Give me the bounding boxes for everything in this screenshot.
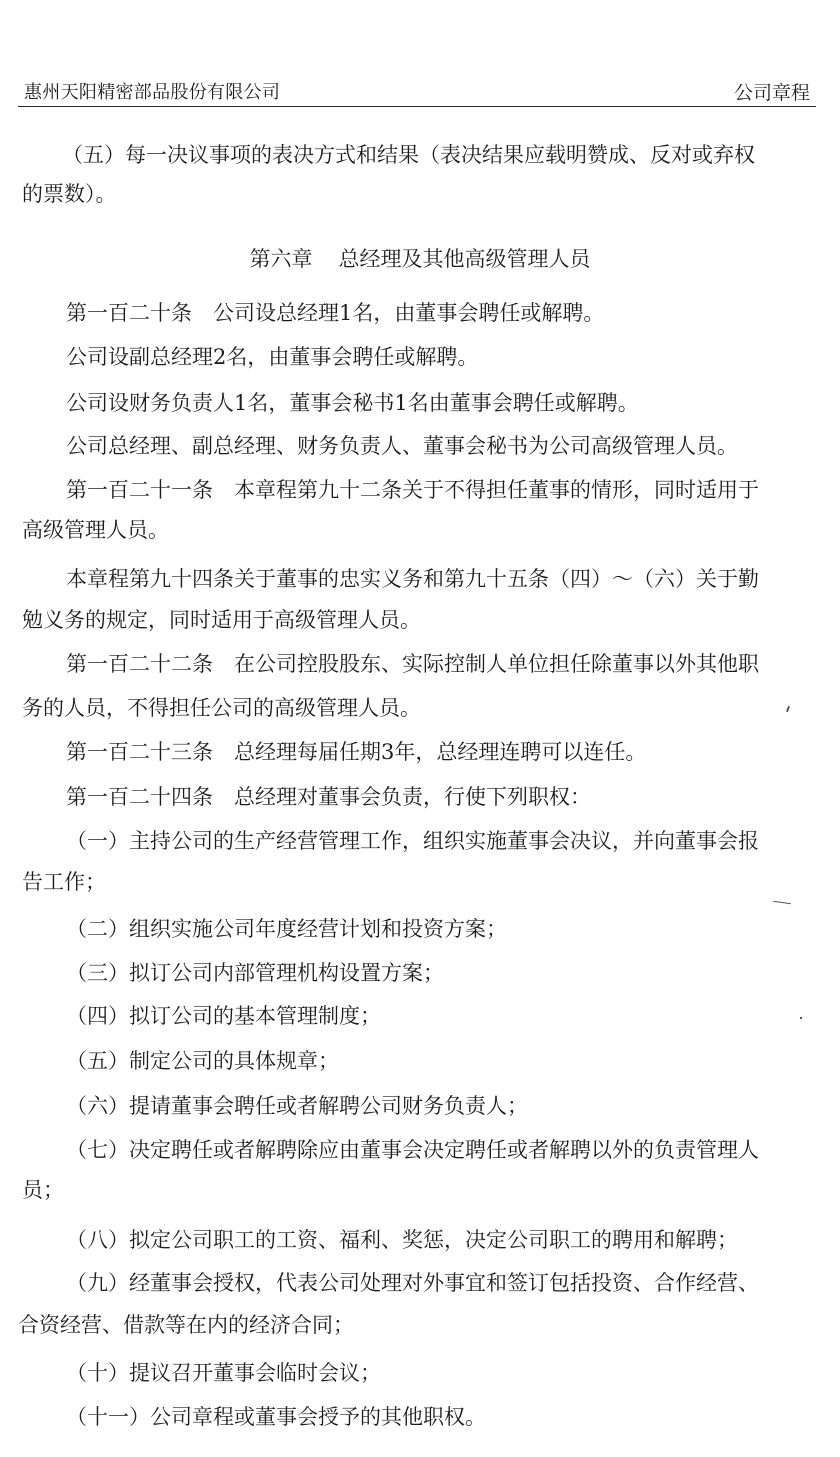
list-item-line: 合资经营、借款等在内的经济合同； [18, 1313, 354, 1337]
article-123-line: 第一百二十三条 总经理每届任期3年，总经理连聘可以连任。 [66, 740, 647, 764]
page-header [24, 74, 810, 108]
list-item-line: （十）提议召开董事会临时会议； [66, 1361, 381, 1385]
chapter-title: 总经理及其他高级管理人员 [338, 247, 591, 271]
paragraph-line: 本章程第九十四条关于董事的忠实义务和第九十五条（四）～（六）关于勤 [66, 567, 759, 591]
chapter-number: 第六章 [249, 247, 313, 271]
list-item-line: （十一）公司章程或董事会授予的其他职权。 [66, 1405, 486, 1429]
scan-speck [773, 901, 791, 904]
document-type: 公司章程 [733, 82, 810, 104]
article-120-line: 第一百二十条 公司设总经理1名，由董事会聘任或解聘。 [66, 301, 605, 325]
paragraph-line: 勉义务的规定，同时适用于高级管理人员。 [22, 608, 421, 632]
list-item-line: （八）拟定公司职工的工资、福利、奖惩，决定公司职工的聘用和解聘； [66, 1228, 738, 1252]
paragraph-line: 公司设财务负责人1名，董事会秘书1名由董事会聘任或解聘。 [66, 391, 639, 415]
list-item-line: （五）制定公司的具体规章； [66, 1049, 339, 1073]
paragraph-line: 的票数）。 [22, 182, 117, 206]
scan-speck [800, 1017, 802, 1019]
chapter-heading [0, 243, 840, 273]
list-item-line: 告工作； [22, 870, 106, 894]
list-item-line: （三）拟订公司内部管理机构设置方案； [66, 961, 444, 985]
paragraph-line: 公司设副总经理2名，由董事会聘任或解聘。 [66, 345, 479, 369]
scan-speck [786, 706, 790, 712]
paragraph-line: （五）每一决议事项的表决方式和结果（表决结果应载明赞成、反对或弃权 [62, 143, 755, 167]
article-124-line: 第一百二十四条 总经理对董事会负责，行使下列职权： [66, 785, 591, 809]
list-item-line: （二）组织实施公司年度经营计划和投资方案； [66, 917, 507, 941]
header-rule [18, 106, 816, 107]
list-item-line: （七）决定聘任或者解聘除应由董事会决定聘任或者解聘以外的负责管理人 [66, 1138, 759, 1162]
list-item-line: （六）提请董事会聘任或者解聘公司财务负责人； [66, 1094, 528, 1118]
list-item-line: （一）主持公司的生产经营管理工作，组织实施董事会决议，并向董事会报 [66, 829, 759, 853]
paragraph-line: 高级管理人员。 [22, 518, 169, 542]
company-name: 惠州天阳精密部品股份有限公司 [24, 82, 281, 103]
paragraph-line: 务的人员，不得担任公司的高级管理人员。 [22, 696, 421, 720]
article-121-line: 第一百二十一条 本章程第九十二条关于不得担任董事的情形，同时适用于 [66, 478, 759, 502]
list-item-line: （四）拟订公司的基本管理制度； [66, 1004, 381, 1028]
article-122-line: 第一百二十二条 在公司控股股东、实际控制人单位担任除董事以外其他职 [66, 652, 759, 676]
paragraph-line: 公司总经理、副总经理、财务负责人、董事会秘书为公司高级管理人员。 [66, 434, 738, 458]
list-item-line: 员； [22, 1178, 64, 1202]
list-item-line: （九）经董事会授权，代表公司处理对外事宜和签订包括投资、合作经营、 [66, 1271, 759, 1295]
